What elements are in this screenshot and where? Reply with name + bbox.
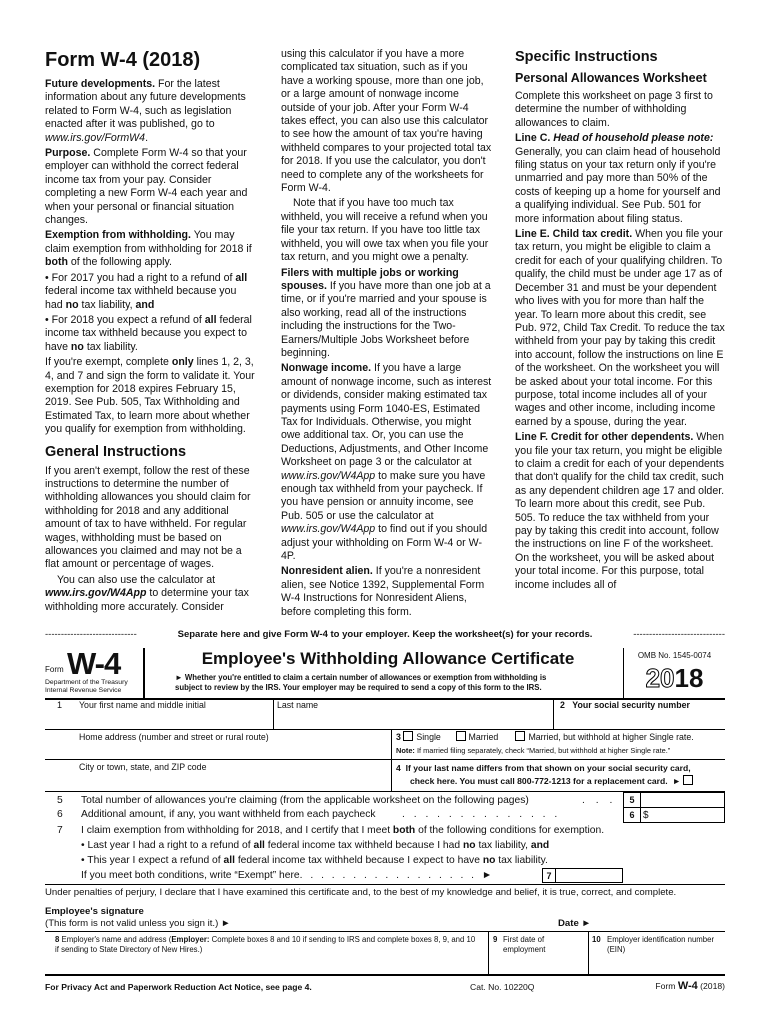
exemption-bullet-2: • For 2018 you expect a refund of all federal income tax withheld because you expect to have no tax liability. (45, 313, 252, 353)
certificate-subtitle: ► Whether you're entitled to claim a certain number of allowances or exemption from withholding is subject to review by the IRS. Your employer may be required to send a copy of this form to the IRS. (175, 673, 547, 692)
general-paragraph: If you aren't exempt, follow the rest of these instructions to determine the number of withholding allowances you should claim for withholding for 2018 and any additional amount of tax to have withheld. For regular wages, withholding must be based on allowances you claimed and may not be a flat amount or percentage of wages. (45, 464, 251, 571)
line-f: Line F. Credit for other dependents. When you file your tax return, you might be eligible to claim a credit for each of your dependents that don't qualify for the child tax credit, such as any dependent children age 17 and older. To learn more about this credit, see Pub. 505. To reduce the tax withheld from your pay by taking this credit into account, follow the instructions on line F of the worksheet. On the worksheet, you will be asked about your total income. For this purpose, total income includes all of (515, 431, 725, 591)
ssn-field[interactable]: 2 Your social security number (553, 700, 725, 729)
column-2 (281, 48, 493, 621)
separator-text: Separate here and give Form W-4 to your employer. Keep the worksheet(s) for your records. (177, 629, 593, 640)
line-4: 4 If your last name differs from that shown on your social security card, check here. You must call 800-772-1213 for a replacement card. ► (391, 760, 725, 792)
line-7-bullet-2: • This year I expect a refund of all federal income tax withheld because I expect to have no tax liability. (81, 855, 548, 866)
nonwage-income: Nonwage income. If you have a large amount of nonwage income, such as interest or dividends, consider making estimated tax payments using Form 1040-ES, Estimated Tax for Individuals. Otherwise, you might owe additional tax. Or, you can use the Deductions, Adjustments, and Other Income Worksheet on page 3 or the calculator at www.irs.gov/W4App to make sure you have enough tax withheld from your paycheck. If you have pension or annuity income, see Pub. 505 or use the calculator at www.irs.gov/W4App to find out if you should adjust your withholding on Form W-4 or W-4P. (281, 362, 492, 563)
worksheet-intro: Complete this worksheet on page 3 first to determine the number of withholding allowances to claim. (515, 90, 713, 129)
line-5: 5 Total number of allowances you're claiming (from the applicable worksheet on the following pages) . . . (57, 795, 617, 806)
nonresident-alien: Nonresident alien. If you're a nonresident alien, see Notice 1392, Supplemental Form W-4 Instructions for Nonresident Aliens, before completing this form. (281, 565, 485, 618)
omb-number: OMB No. 1545-0074 (637, 651, 712, 660)
link-formw4[interactable]: www.irs.gov/FormW4 (45, 131, 146, 144)
catalog-number: Cat. No. 10220Q (470, 982, 535, 992)
form-id-block: Form W-4 Department of the Treasury Internal Revenue Service (45, 648, 145, 698)
line-7: 7 I claim exemption from withholding for 2018, and I certify that I meet both of the following conditions for exemption. (57, 825, 605, 836)
lines-5-7 (45, 792, 725, 884)
employer-row (45, 932, 725, 974)
signature-field[interactable] (45, 906, 555, 932)
form-w4-big: W-4 (67, 646, 121, 681)
certificate-header (45, 648, 725, 698)
tax-year: 2018 (645, 662, 704, 693)
calculator-continued: using this calculator if you have a more complicated tax situation, such as if you have a working spouse, more than one job, or a large amount of nonwage income outside of your job. After your Form W-4 takes effect, you can also use this calculator to see how the amount of tax you're having withheld compares to your projected total tax for 2018. If you use the calculator, you don't need to complete any of the worksheets for Form W-4. (281, 48, 492, 195)
first-date-field[interactable]: 9 First date of employment (488, 932, 588, 974)
first-name-field[interactable]: Your first name and middle initial (79, 700, 206, 710)
line-7-exempt: If you meet both conditions, write “Exempt” here. . . . . . . . . . . . . . . . . ► (81, 870, 495, 881)
line-6: 6 Additional amount, if any, you want withheld from each paycheck . . . . . . . . . . . . . . (57, 809, 561, 820)
calculator-paragraph: You can also use the calculator at www.irs.gov/W4App to determine your tax withholding more accurately. Consider (45, 573, 249, 613)
line-7-box-number: 7 (542, 868, 556, 883)
home-address-field[interactable]: Home address (number and street or rural route) (79, 732, 269, 742)
additional-amount-field[interactable]: $ (641, 807, 725, 823)
exemption-bullet-1: • For 2017 you had a right to a refund of all federal income tax withheld because you had no tax liability, and (45, 271, 248, 311)
column-3 (515, 48, 725, 594)
married-higher-rate-checkbox[interactable] (515, 731, 525, 741)
footer-form-id: Form W-4 (2018) (655, 980, 725, 992)
exemption: Exemption from withholding. You may claim exemption from withholding for 2018 if both of the following apply. (45, 229, 252, 269)
signature-block: Employee's signature (This form is not valid unless you sign it.) ► Date ► (45, 906, 725, 930)
specific-instructions-heading: Specific Instructions (515, 49, 658, 65)
exempt-instructions: If you're exempt, complete only lines 1, 2, 3, 4, and 7 and sign the form to validate it. Your exemption for 2018 expires February 15, 2019. See Pub. 505, Tax Withholding and Estimated Tax, to learn more about whether you qualify for exemption from withholding. (45, 356, 255, 436)
column-1 (45, 48, 255, 616)
link-w4app-3[interactable]: www.irs.gov/W4App (281, 523, 376, 536)
row-city (45, 760, 725, 792)
row-name: 1 Your first name and middle initial Last name 2 Your social security number (45, 700, 725, 730)
filing-note: Note: If married filing separately, check “Married, but withhold at higher Single rate.” (396, 746, 671, 755)
general-instructions-heading: General Instructions (45, 443, 187, 460)
future-developments: Future developments. For the latest information about any future developments related to Form W-4, such as legislation enacted after it was published, go to www.irs.gov/FormW4. (45, 78, 246, 144)
omb-block (623, 648, 725, 698)
line-7-bullet-1: • Last year I had a right to a refund of all federal income tax withheld because I had no tax liability, and (81, 840, 550, 851)
married-checkbox[interactable] (456, 731, 466, 741)
employer-name-field[interactable]: 8 Employer's name and address (Employer: Complete boxes 8 and 10 if sending to IRS and complete boxes 8, 9, and 10 if sending to State Directory of New Hires.) (55, 935, 476, 954)
date-label: Date ► (558, 918, 591, 929)
purpose: Purpose. Complete Form W-4 so that your employer can withhold the correct federal income tax from your pay. Consider completing a new Form W-4 each year and when your personal or financial situation changes. (45, 147, 248, 227)
refund-note: Note that if you have too much tax withheld, you will receive a refund when you file your tax return. If you have too little tax withheld, you will owe tax when you file your tax return, and you might owe a penalty. (281, 197, 489, 264)
allowances-field[interactable] (641, 792, 725, 808)
privacy-notice: For Privacy Act and Paperwork Reduction Act Notice, see page 4. (45, 982, 312, 992)
line-5-box-number: 5 (623, 792, 641, 808)
multiple-jobs: Filers with multiple jobs or working spouses. If you have more than one job at a time, or if you're married and your spouse is also working, read all of the instructions including the instructions for the Two-Earners/Multiple Jobs Worksheet before beginning. (281, 266, 491, 359)
worksheet-heading: Personal Allowances Worksheet (515, 71, 707, 85)
date-field[interactable] (605, 908, 725, 932)
filing-status: 3 Single Married Married, but withhold at higher Single rate. Note: If married filing separately, check “Married, but withhold at higher Single rate.” (391, 730, 725, 760)
exempt-field[interactable] (556, 868, 623, 883)
footer (45, 981, 725, 993)
link-w4app[interactable]: www.irs.gov/W4App (45, 587, 147, 600)
line-e: Line E. Child tax credit. When you file your tax return, you might be eligible to claim a credit for each of your qualifying children. To qualify, the child must be under age 17 as of December 31 and must be your dependent who lives with you for more than half the year. To learn more about this credit, see Pub. 972, Child Tax Credit. To reduce the tax withheld from your pay by taking this credit into account, follow the instructions on line E of the worksheet. On the worksheet you will be asked about your total income. For this purpose, total income includes all of your wages and other income, including income earned by a spouse, during the year. (515, 228, 725, 428)
separator: ----------------------------- Separate here and give Form W-4 to your employer. Keep the worksheet(s) for your records. ----------------------------- (45, 629, 725, 640)
certificate-title: Employee's Withholding Allowance Certificate (201, 649, 575, 668)
name-differs-checkbox[interactable] (683, 775, 693, 785)
ein-field[interactable]: 10 Employer identification number (EIN) (588, 932, 725, 974)
single-checkbox[interactable] (403, 731, 413, 741)
line-6-box-number: 6 (623, 807, 641, 823)
city-field[interactable]: City or town, state, and ZIP code (79, 762, 207, 772)
link-w4app-2[interactable]: www.irs.gov/W4App (281, 469, 376, 482)
form-title: Form W-4 (2018) (45, 49, 201, 71)
perjury-statement: Under penalties of perjury, I declare that I have examined this certificate and, to the best of my knowledge and belief, it is true, correct, and complete. (45, 887, 677, 898)
row-address (45, 730, 725, 760)
line-c: Line C. Head of household please note: Generally, you can claim head of household filing status on your tax return only if you're unmarried and pay more than 50% of the costs of keeping up a home for yourself and a qualifying individual. See Pub. 501 for more information about filing status. (515, 132, 721, 225)
last-name-field[interactable]: Last name (273, 700, 553, 729)
